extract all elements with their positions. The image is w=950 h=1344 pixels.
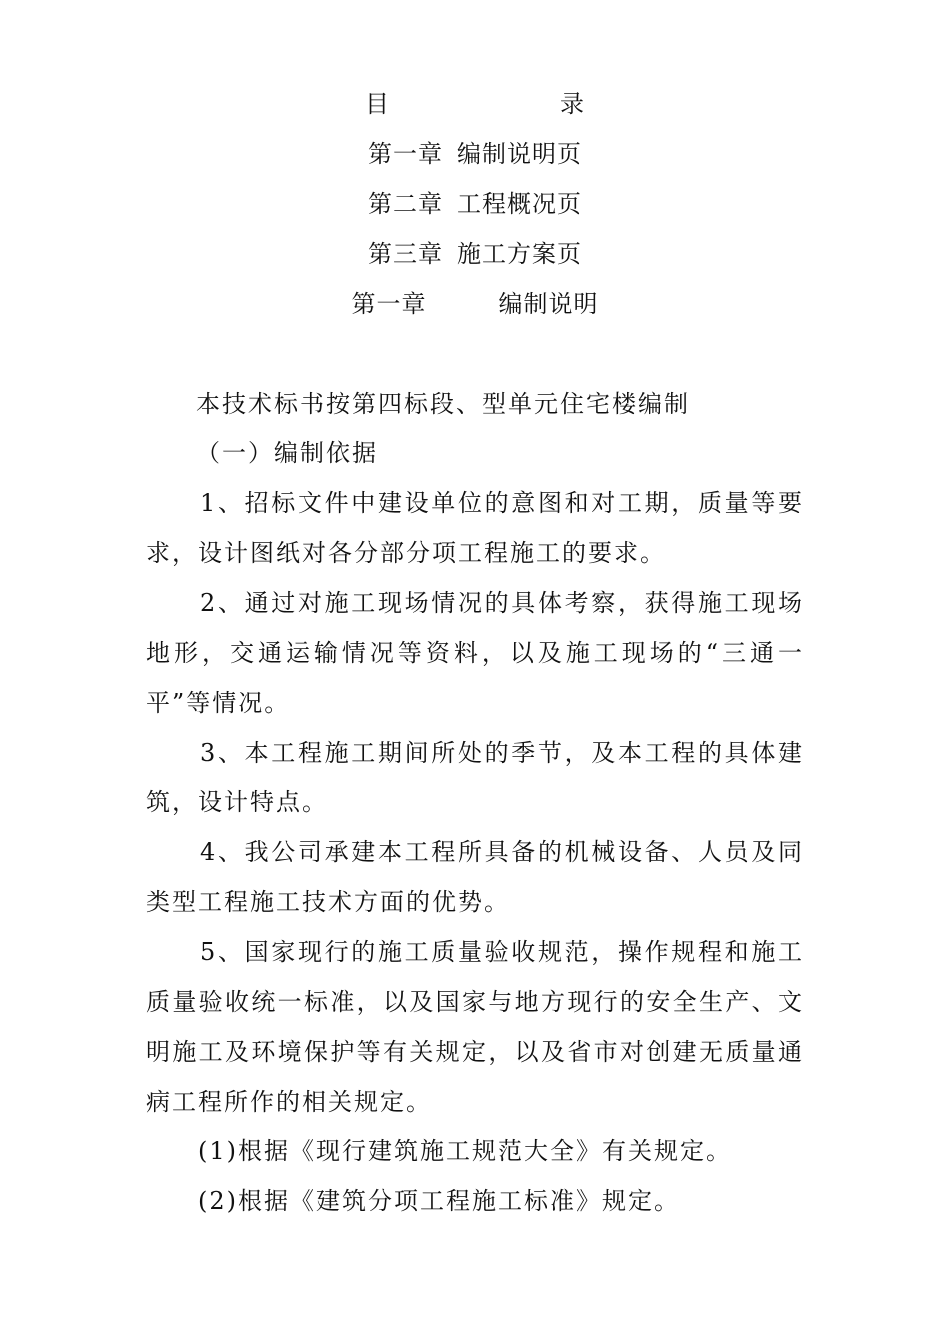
toc-item-title: 工程概况页 <box>457 190 582 218</box>
paragraph-1-line-2: 求，设计图纸对各分部分项工程施工的要求。 <box>146 539 666 567</box>
paragraph-2-line-2: 地形，交通运输情况等资料，以及施工现场的“三通一 <box>146 639 804 667</box>
paragraph-5-line-4: 病工程所作的相关规定。 <box>146 1088 432 1116</box>
sub-item-1: (1)根据《现行建筑施工规范大全》有关规定。 <box>198 1137 732 1165</box>
toc-title-right: 录 <box>560 90 585 118</box>
section-heading: （一）编制依据 <box>196 439 378 467</box>
toc-title <box>0 89 950 119</box>
paragraph-5-line-1: 5、国家现行的施工质量验收规范，操作规程和施工 <box>200 938 804 966</box>
paragraph-4-line-1: 4、我公司承建本工程所具备的机械设备、人员及同 <box>200 838 804 866</box>
chapter-number: 第一章 <box>351 290 427 318</box>
toc-item-title: 编制说明页 <box>457 140 582 168</box>
toc-item-1 <box>0 139 950 169</box>
intro-paragraph: 本技术标书按第四标段、型单元住宅楼编制 <box>196 390 690 418</box>
chapter-heading <box>0 289 950 319</box>
chapter-title: 编制说明 <box>498 290 599 318</box>
toc-item-3 <box>0 239 950 269</box>
toc-item-2 <box>0 189 950 219</box>
toc-item-chapter: 第二章 <box>368 190 443 218</box>
paragraph-4-line-2: 类型工程施工技术方面的优势。 <box>146 888 510 916</box>
toc-item-title: 施工方案页 <box>457 240 582 268</box>
paragraph-5-line-3: 明施工及环境保护等有关规定，以及省市对创建无质量通 <box>146 1038 804 1066</box>
paragraph-2-line-3: 平”等情况。 <box>146 689 291 717</box>
toc-item-chapter: 第一章 <box>368 140 443 168</box>
paragraph-1-line-1: 1、招标文件中建设单位的意图和对工期，质量等要 <box>200 489 804 517</box>
toc-title-left: 目 <box>365 90 390 118</box>
sub-item-2: (2)根据《建筑分项工程施工标准》规定。 <box>198 1187 680 1215</box>
paragraph-3-line-2: 筑，设计特点。 <box>146 788 328 816</box>
paragraph-2-line-1: 2、通过对施工现场情况的具体考察，获得施工现场 <box>200 589 804 617</box>
paragraph-3-line-1: 3、本工程施工期间所处的季节，及本工程的具体建 <box>200 739 804 767</box>
paragraph-5-line-2: 质量验收统一标准，以及国家与地方现行的安全生产、文 <box>146 988 804 1016</box>
toc-item-chapter: 第三章 <box>368 240 443 268</box>
